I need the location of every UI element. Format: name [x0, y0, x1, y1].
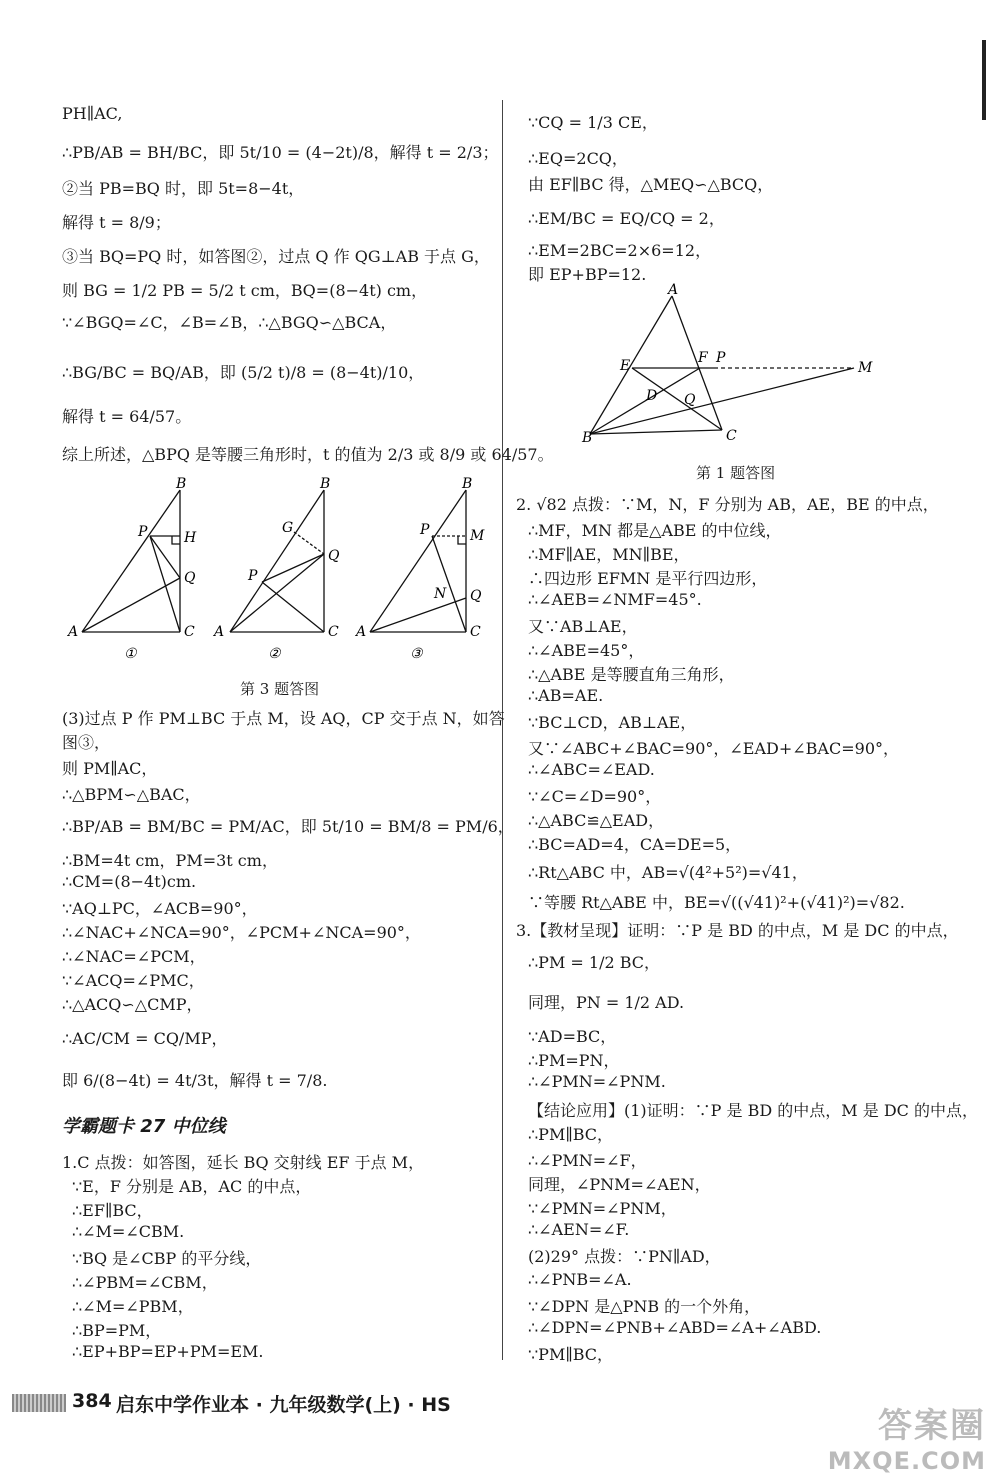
text-line: 由 EF∥BC 得，△MEQ∽△BCQ，	[528, 175, 774, 194]
text-line: ∴∠ABE=45°，	[528, 641, 645, 660]
fig3-1-label: C	[184, 624, 195, 640]
fig3-3-label: Q	[470, 588, 482, 604]
fig3-3-label: A	[356, 624, 367, 640]
text-line: ∴BC=AD=4，CA=DE=5，	[528, 835, 742, 854]
text-line: ∴△ABC≌△EAD，	[528, 811, 665, 830]
text-line: ∴PB/AB = BH/BC，即 5t/10 = (4−2t)/8，解得 t = 2/3；	[62, 143, 499, 162]
column-divider	[502, 100, 503, 1360]
text-line: ∵E，F 分别是 AB，AC 的中点，	[72, 1177, 312, 1196]
fig3-2-label: B	[320, 476, 331, 492]
text-line: 同理，∠PNM=∠AEN，	[528, 1175, 711, 1194]
problem1-figure	[570, 282, 880, 452]
text-line: ∴△ABE 是等腰直角三角形，	[528, 665, 735, 684]
text-line: ∴EF∥BC，	[72, 1201, 153, 1220]
fig3-sub-label: ①	[124, 646, 137, 662]
text-line: ∴四边形 EFMN 是平行四边形，	[528, 569, 768, 588]
text-line: ∴BM=4t cm，PM=3t cm，	[62, 851, 278, 870]
fig3-3-label: M	[470, 528, 485, 544]
fig3-3-label: N	[434, 586, 447, 602]
text-line: ③当 BQ=PQ 时，如答图②，过点 Q 作 QG⊥AB 于点 G，	[62, 247, 490, 266]
text-line: ∴△BPM∽△BAC，	[62, 785, 201, 804]
text-line: 2. √82 点拨：∵M，N，F 分别为 AB，AE，BE 的中点，	[516, 495, 939, 514]
text-line: ∵∠ACQ=∠PMC，	[62, 971, 205, 990]
text-line: ∴BG/BC = BQ/AB，即 (5/2 t)/8 = (8−4t)/10，	[62, 363, 425, 382]
fig3-2-label: C	[328, 624, 339, 640]
text-line: ∴PM=PN，	[528, 1051, 620, 1070]
fig3-sub-label: ②	[268, 646, 281, 662]
fig1-label: E	[620, 358, 631, 374]
fig1-label: F	[698, 350, 708, 366]
text-line: ∵CQ = 1/3 CE，	[528, 113, 658, 132]
section-title: 学霸题卡 27 中位线	[62, 1116, 226, 1137]
text-line: ∴∠AEB=∠NMF=45°.	[528, 590, 702, 609]
fig3-2-label: A	[214, 624, 225, 640]
text-line: ∵∠C=∠D=90°，	[528, 787, 662, 806]
watermark	[828, 1398, 986, 1475]
text-line: (2)29° 点拨：∵PN∥AD，	[528, 1247, 721, 1266]
fig1-label: P	[716, 350, 726, 366]
text-line: ∴∠NAC=∠PCM，	[62, 947, 206, 966]
text-line: ∵∠PMN=∠PNM，	[528, 1199, 677, 1218]
fig3-1-label: H	[184, 530, 197, 546]
text-line: 3.【教材呈现】证明：∵P 是 BD 的中点，M 是 DC 的中点，	[516, 921, 959, 940]
footer-decoration	[12, 1394, 66, 1412]
text-line: ∴AC/CM = CQ/MP，	[62, 1029, 228, 1048]
text-line: ∴EM=2BC=2×6=12，	[528, 241, 712, 260]
text-line: ∴∠PMN=∠PNM.	[528, 1072, 666, 1091]
text-line: ∴EM/BC = EQ/CQ = 2，	[528, 209, 725, 228]
fig3-2	[230, 490, 324, 632]
text-line: ∴△ACQ∽△CMP，	[62, 995, 203, 1014]
fig1-label: A	[668, 282, 679, 298]
fig3-1-label: Q	[184, 570, 196, 586]
fig3-2-label: G	[282, 520, 294, 536]
fig3-2-label: Q	[328, 548, 340, 564]
watermark-url: MXQE.COM	[827, 1447, 986, 1475]
text-line: ∴∠ABC=∠EAD.	[528, 760, 655, 779]
text-line: ∵AQ⊥PC，∠ACB=90°，	[62, 899, 258, 918]
text-line: ∴∠M=∠CBM.	[72, 1222, 185, 1241]
text-line: ∵BQ 是∠CBP 的平分线，	[72, 1249, 262, 1268]
text-line: ∴∠AEN=∠F.	[528, 1220, 630, 1239]
text-line: ∴PM∥BC，	[528, 1125, 614, 1144]
text-line: 即 EP+BP=12.	[528, 265, 647, 284]
text-line: PH∥AC,	[62, 104, 123, 123]
text-line: 则 BG = 1/2 PB = 5/2 t cm，BQ=(8−4t) cm，	[62, 281, 428, 300]
text-line: ∴∠PMN=∠F，	[528, 1151, 647, 1170]
fig1-label: Q	[684, 392, 696, 408]
text-line: 综上所述，△BPQ 是等腰三角形时，t 的值为 2/3 或 8/9 或 64/57。	[62, 445, 554, 464]
text-line: ②当 PB=BQ 时，即 5t=8−4t，	[62, 179, 305, 198]
fig3-1-label: B	[176, 476, 187, 492]
fig3-1-label: A	[68, 624, 79, 640]
text-line: ∴BP/AB = BM/BC = PM/AC，即 5t/10 = BM/8 = PM/6，	[62, 817, 514, 836]
text-line: ∴∠PNB=∠A.	[528, 1270, 632, 1289]
text-line: ∴AB=AE.	[528, 686, 604, 705]
text-line: 则 PM∥AC，	[62, 759, 158, 778]
text-line: ∴∠NAC+∠NCA=90°，∠PCM+∠NCA=90°，	[62, 923, 421, 942]
text-line: 又∵∠ABC+∠BAC=90°，∠EAD+∠BAC=90°，	[528, 739, 899, 758]
page-edge-mark	[982, 40, 986, 120]
text-line: ∵BC⊥CD，AB⊥AE，	[528, 713, 697, 732]
text-line: 即 6/(8−4t) = 4t/3t，解得 t = 7/8.	[62, 1071, 328, 1090]
text-line: ∴EP+BP=EP+PM=EM.	[72, 1342, 264, 1361]
fig1-label: D	[646, 388, 658, 404]
book-title: 启东中学作业本 · 九年级数学(上) · HS	[116, 1394, 451, 1416]
fig1-label: M	[858, 360, 873, 376]
figure-caption: 第 3 题答图	[240, 680, 320, 698]
text-line: ∵∠DPN 是△PNB 的一个外角，	[528, 1297, 761, 1316]
fig3-1-label: P	[138, 524, 148, 540]
text-line: 同理，PN = 1/2 AD.	[528, 993, 685, 1012]
text-line: 又∵AB⊥AE，	[528, 617, 638, 636]
watermark-text: 答案圈	[878, 1406, 986, 1446]
fig3-3-label: C	[470, 624, 481, 640]
text-line: (3)过点 P 作 PM⊥BC 于点 M，设 AQ，CP 交于点 N，如答	[62, 709, 505, 728]
fig1-label: C	[726, 428, 737, 444]
fig3-3	[370, 490, 466, 632]
fig3-3-label: P	[420, 522, 430, 538]
text-line: ∵等腰 Rt△ABE 中，BE=√((√41)²+(√41)²)=√82.	[528, 893, 905, 912]
page-number: 384	[72, 1390, 112, 1412]
text-line: 1.C 点拨：如答图，延长 BQ 交射线 EF 于点 M，	[62, 1153, 425, 1172]
text-line: ∴∠M=∠PBM，	[72, 1297, 194, 1316]
text-line: ∴CM=(8−4t)cm.	[62, 872, 197, 891]
text-line: 【结论应用】(1)证明：∵P 是 BD 的中点，M 是 DC 的中点，	[528, 1101, 978, 1120]
text-line: ∴MF∥AE，MN∥BE，	[528, 545, 690, 564]
fig3-2-label: P	[248, 568, 258, 584]
text-line: ∵PM∥BC，	[528, 1345, 614, 1364]
text-line: ∴MF，MN 都是△ABE 的中位线，	[528, 521, 782, 540]
text-line: ∴Rt△ABC 中，AB=√(4²+5²)=√41，	[528, 863, 808, 882]
fig3-1	[82, 490, 180, 632]
fig3-3-label: B	[462, 476, 473, 492]
text-line: 解得 t = 8/9；	[62, 213, 171, 232]
fig1-label: B	[582, 430, 593, 446]
fig3-sub-label: ③	[410, 646, 423, 662]
text-line: ∴BP=PM，	[72, 1321, 162, 1340]
problem3-figure	[62, 474, 492, 670]
text-line: ∴PM = 1/2 BC，	[528, 953, 661, 972]
text-line: ∵∠BGQ=∠C，∠B=∠B，∴△BGQ∽△BCA，	[62, 313, 397, 332]
text-line: 解得 t = 64/57。	[62, 407, 192, 426]
text-line: ∴∠PBM=∠CBM，	[72, 1273, 218, 1292]
text-line: ∴∠DPN=∠PNB+∠ABD=∠A+∠ABD.	[528, 1318, 822, 1337]
figure-caption: 第 1 题答图	[696, 464, 776, 482]
text-line: ∵AD=BC，	[528, 1027, 617, 1046]
text-line: 图③，	[62, 733, 111, 752]
text-line: ∴EQ=2CQ，	[528, 149, 628, 168]
